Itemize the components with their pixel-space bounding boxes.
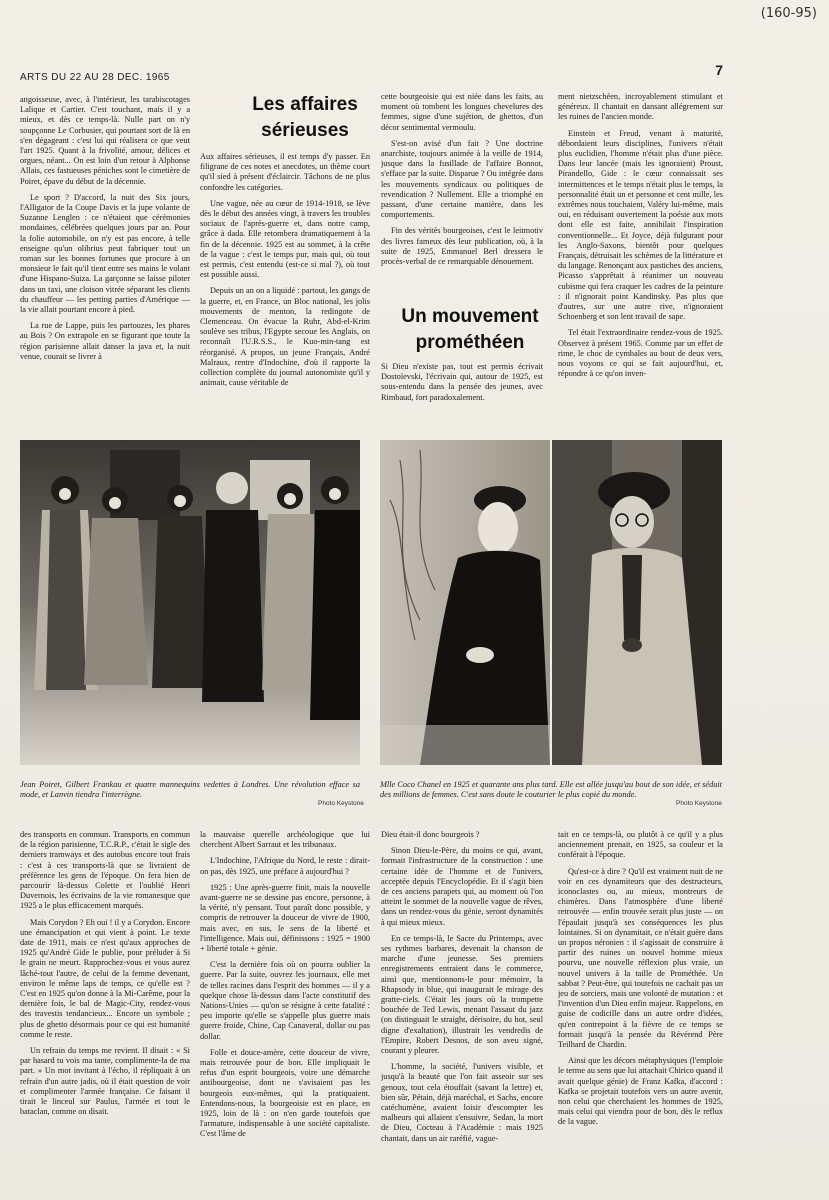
- column-8: [558, 830, 723, 1185]
- archive-reference: (160-95): [760, 6, 817, 21]
- paragraph: Ainsi que les décors métaphysiques (l'emploie le terme au sens que lui attachait Chirico quand il avait quelque génie) de Franz Kafka, d'accord : Kafka se projetait toutefois vers un autre avenir, non celui que cherchaient les hommes de 1925, mais celui qui viendra pour de bon, dès le reflux de la vague.: [558, 1056, 723, 1127]
- paragraph: S'est-on avisé d'un fait ? Une doctrine anarchiste, toujours animée à la veille de 1914, jusque dans la fusillade de l'affaire Bonnot, s'efface par la suite. Disparue ? Ou intégrée dans les mouvements syndicaux ou politiques de revendication ? Nullement. Elle a triomphé en passant, d'une certaine manière, dans les comportements.: [381, 138, 543, 220]
- paragraph: C'est la dernière fois où on pourra oublier la guerre. Par la suite, ouvrez les journaux, elle met de telles racines dans l'esprit des hommes — il y a quelque chose là-dessus dans l'acte constitutif des Nations-Unies — qu'on se résigne à cette fatalité : peu importe qu'elle se s'appelle plus guerre mais guerre froide, Chine, Cap Canaveral, dollar ou pas dollar.: [200, 960, 370, 1041]
- paragraph: angoisseuse, avec, à l'intérieur, les tarabiscotages Lalique et Cartier. C'est touchant, mais il y a mieux, et dès ce temps-là. Nulle part on n'y soupçonne Le Corbusier, qui pourtant sort de là en s'en dégageant : c'est lui qui réalisera ce que veut l'art 1925. Quant à la frivolité, amour, délices et orgues, néant... On est loin d'un retour à Alphonse Allais, ces fastueuses péniches sont le cimetière de Poiret, épave du début de la décennie.: [20, 95, 190, 186]
- photo-chanel-1965: [552, 440, 722, 765]
- paragraph: la mauvaise querelle archéologique que lui cherchent Albert Sarraut et les tribunaux.: [200, 830, 370, 850]
- column-7: [381, 830, 543, 1185]
- running-head: ARTS DU 22 AU 28 DEC. 1965: [20, 72, 170, 83]
- paragraph: Folle et douce-amère, cette douceur de vivre, mais retrouvée pour de bon. Elle impliquait le refus d'un esprit bourgeois, voire une démarche antibourgeoise, dont ne s'avisaient pas les bourgeois eux-mêmes, qui la pratiquaient. Entendons-nous, la bourgeoisie est en place, en 1925, loin de là : on n'en garde toutefois que l'armature, indispensable à une société capitaliste. C'est l'âme de: [200, 1047, 370, 1139]
- heading-mouvement-promethéen: Un mouvement prométhéen: [401, 306, 539, 353]
- column-3-top: [381, 92, 543, 290]
- caption-right: Mlle Coco Chanel en 1925 et quarante ans plus tard. Elle est allée jusqu'au bout de son idée, et séduit des millions de femmes. C'est sans doute le couturier le plus copié du monde.: [380, 780, 722, 799]
- paragraph: Une vague, née au cœur de 1914-1918, se lève dès le début des années vingt, à travers les troubles sociaux de l'après-guerre et, dans notre camp, grâce à dada. Elle retombera dramatiquement à la fin de la décennie. 1925 est au sommet, à la crête de la vague : c'est le temps pur, mais qui, où tout est permis, c'est entendu (est-ce si mal ?), où tout est possible aussi.: [200, 198, 370, 280]
- paragraph: Si Dieu n'existe pas, tout est permis écrivait Dostoïevski, l'écrivain qui, autour de 1925, est sous-entendu dans la pensée des jeunes, avec Rimbaud, fort paradoxalement.: [381, 362, 543, 402]
- paragraph: des transports en commun. Transports en commun de la région parisienne, T.C.R.P., c'était le sigle des derniers tramways et des autobus encore tout frais : c'est à ces transports-là que se livraient de préférence les gens de l'époque. On fera bien de parcourir là-dessus Colette et l'oublié Henri Duvernois, les écrivains de la vie romanesque que 1925 a le plus efficacement marqués.: [20, 830, 190, 911]
- caption-left: Jean Poiret, Gilbert Frankau et quatre mannequins vedettes à Londres. Une révolution efface sa mode, et Lanvin tiendra l'interrègne.: [20, 780, 360, 799]
- paragraph: cette bourgeoisie qui est niée dans les faits, au moment où tombent les longues chevelures des femmes, signe d'une sujétion, de ghettos, d'un décor sentimental vermoulu.: [381, 92, 543, 132]
- paragraph: Le sport ? D'accord, la nuit des Six jours, l'Alligator de la Coupe Davis et la jupe volante de Suzanne Lenglen : ce n'étaient que cérémonies mondaines, célébrées quelques jours par an. Pour la folie automobile, on n'y est pas encore, à telle enseigne qu'un olibrius peut fabriquer tout un roman sur les bonnes fortunes que procure à un monsieur le fait qu'il tient entre ses mains le volant d'une Hispano-Suiza. La garçonne se laisse piloter dans un taxi, une cloison vitrée séparant les clients du chauffeur — les petting parties d'Amérique — la vie allait pourtant encore à pied.: [20, 192, 190, 315]
- paragraph: Einstein et Freud, venant à maturité, débordaient leurs disciplines, l'univers n'était plus euclidien, l'homme n'était plus d'une pièce. Dans leur lancée (mais les ignoraient) Proust, Pirandello, Gide : le cœur connaissait ses intermittences et le temps n'était plus le temps, la personnalité était un et personne et cent mille, les extrêmes nous touchaient, Valéry lui-même, mais oui, en réduisant ouvertement la poésie aux mots dont elle est faite, annihilait l'inspiration conventionnelle... Et Joyce, déjà fulgurant pour les Anglo-Saxons, bientôt pour quelques Français, détruisait les schèmes de la littérature et du langage. Renonçant aux pastiches des anciens, Picasso s'apprêtait à réanimer un nouveau cubisme qui fera craquer les cadres de la peinture : il n'ignorait point Kandinsky. Pas plus que d'autres, sur une autre rive, n'ignoraient Schoenberg et son lent travail de sape.: [558, 128, 723, 322]
- paragraph: En ce temps-là, le Sacre du Printemps, avec ses rythmes barbares, devenait la chanson de marche d'une jeunesse. Ses premiers enregistrements entraient dans le commerce, ainsi que, mentionnons-le pour mémoire, la Rhapsody in blue, qui inaugurait le mirage des gratte-ciels. C'était les jours où la trompette bouchée de Ted Lewis, menant l'assaut du jazz (on distinguait le straight, dérisoire, du hot, seul digne d'exaltation), illustrait les vendredis de l'Empire, Robert Desnos, de son aveu signé, courant y pleurer.: [381, 933, 543, 1056]
- paragraph: La rue de Lappe, puis les partouzes, les phares au Bois ? On extrapole en se figurant que toute la région parisienne allait danser la java et, la nuit venue, courait se livrer à: [20, 321, 190, 361]
- credit-left: Photo Keystone: [318, 800, 364, 807]
- column-5: [20, 830, 190, 1185]
- photo-poiret-mannequins: [20, 440, 360, 765]
- paragraph: Mais Corydon ? Eh oui ! il y a Corydon. Encore une émancipation et qui vient à point. Le texte date de 1911, mais ce n'est qu'aux approches de 1925 qu'André Gide le publie, pour préluder à Si le grain ne meurt. Rapprochez-vous et vous aurez lâché-tout l'autre, de celui de la femme devenant, environ le même laps de temps, ce qu'elle est ? C'est en 1925 qu'on donne à la Mi-Carême, pour la dernière fois, le bal de Magic-City, rendez-vous des travestis tendancieux... Encore un symbole ; plus de ghetto désormais pour ce qui est humanité comme le reste.: [20, 917, 190, 1039]
- paragraph: tait en ce temps-là, ou plutôt à ce qu'il y a plus anciennement prenait, en 1925, sa couleur et la conférait à l'époque.: [558, 830, 723, 860]
- paragraph: L'Indochine, l'Afrique du Nord, le reste : dirait-on pas, dès 1925, une préface à aujourd'hui ?: [200, 856, 370, 876]
- paragraph: Dieu était-il donc bourgeois ?: [381, 830, 480, 839]
- paragraph: Aux affaires sérieuses, il est temps d'y passer. En filigrane de ces notes et anecdotes, un thème court qu'il sied à présent d'éclaircir. Tâchons de ne plus confondre les catégories.: [200, 152, 370, 192]
- paragraph: Tel était l'extraordinaire rendez-vous de 1925. Observez à présent 1965. Comme par un effet de rime, le choc de cymbales au bout de deux vers, nous voyons ce qui se fait aujourd'hui, et, répondre à ce qu'on inven-: [558, 328, 723, 379]
- heading-affaires-serieuses: Les affaires sérieuses: [252, 94, 358, 141]
- column-1: [20, 95, 190, 425]
- paragraph: Depuis un an on a liquidé : partout, les gangs de la guerre, et, en France, un Bloc national, les jolis mouvements de menton, la redingote de Clemenceau. On évacue la Ruhr, Abd-el-Krim soulève ses tribus, l'Egypte secoue les Anglais, on reconnaît l'U.R.S.S., le Kuo-min-tang est réorganisé. A propos, un jeune Français, André Malraux, rentre d'Indochine, d'où il rapporte la collection complète du journal autonomiste qu'il y animait, cause véritable de: [200, 286, 370, 388]
- paragraph: Fin des vérités bourgeoises, c'est le leitmotiv des livres fameux dès leur publication, où, à la suite de 1925, Emmanuel Berl dressera le procès-verbal de ce remarquable dénouement.: [381, 226, 543, 267]
- photo-chanel-1925: [380, 440, 550, 765]
- paragraph: Qu'est-ce à dire ? Qu'il est vraiment nuit de ne voir en ces dynamiteurs que des destructeurs, iconoclastes ou, au mieux, montreurs de chimères. Dans l'atmosphère d'une liberté retrouvée — enfin trouvée serait plus juste — on l'épaulait jusqu'à ses conséquences les plus lointaines. Si on dynamitait, ce n'était guère dans un propos néronien : il s'agissait de construire à partir des ruines un nouvel homme mieux pourvu, une nouvelle réflexion plus vraie, un nouvel univers à la taille de Prométhée. Un sabbat ? Peut-être, qui toutefois ne cachait pas un jeu de sorciers, mais une volonté de mutation : et l'invention d'un Dieu enfin majeur. Rappelons, en guise de codicille dans un autre ordre d'idées, qu'en contrepoint à la fièvre de ce temps se formait jusqu'à la pensée du Révérend Père Teilhard de Chardin.: [558, 866, 723, 1050]
- column-4: [558, 92, 723, 425]
- column-6: [200, 830, 370, 1185]
- credit-right: Photo Keystone: [676, 800, 722, 807]
- paragraph: 1925 : Une après-guerre finit, mais la nouvelle avant-guerre ne se dessine pas encore, personne, à la vérité, n'y pensant. Tout paraît donc possible, y compris de retrouver la douceur de vivre de 1900, mais avec, en sus, le sens de la liberté et l'intelligence. Mais oui, définissons : 1925 = 1900 + liberté totale + génie.: [200, 882, 370, 954]
- paragraph: ment nietzschéen, incroyablement stimulant et généreux. Il chantait en dansant allégrement sur les ruines de l'ancien monde.: [558, 92, 723, 122]
- paragraph: Un refrain du temps me revient. Il disait : « Si par hasard tu vois ma tante, complimente-la de ma part. » Un mot invitant à l'écho, il répliquait à un refrain d'un autre jadis, où il était question de voir et complimenter l'armée française. Ce faisant il tirait le linceul sur Paulus, l'armée et tout le bataclan, comme on disait.: [20, 1046, 190, 1117]
- column-3-bottom: [381, 362, 543, 426]
- paragraph: L'homme, la société, l'univers visible, et jusqu'à la beauté que l'on fait asseoir sur ses genoux, tout cela étouffait (savant la lettre) et, bien sûr, Pétain, déjà maréchal, et Sachs, encore catéchumène, avaient loisir d'escompter les malheurs qui allaient s'ensuivre, Sedan, la mort de Dieu, Cocteau à l'Académie : mais 1925 chantait, dans un air raréfié, vague-: [381, 1062, 543, 1143]
- column-2: [200, 152, 370, 425]
- page-number: 7: [715, 62, 723, 78]
- paragraph: Sinon Dieu-le-Père, du moins ce qui, avant, formait l'infrastructure de la construction : une certaine idée de l'homme et de l'univers, acceptée depuis l'Encyclopédie. Et il s'agit bien de ces anciens parapets qui, au moment où l'on atteint le sommet de la nouvelle vague de rêves, dans un rendez-vous du génie, seront dynamités à qui mieux mieux.: [381, 846, 543, 927]
